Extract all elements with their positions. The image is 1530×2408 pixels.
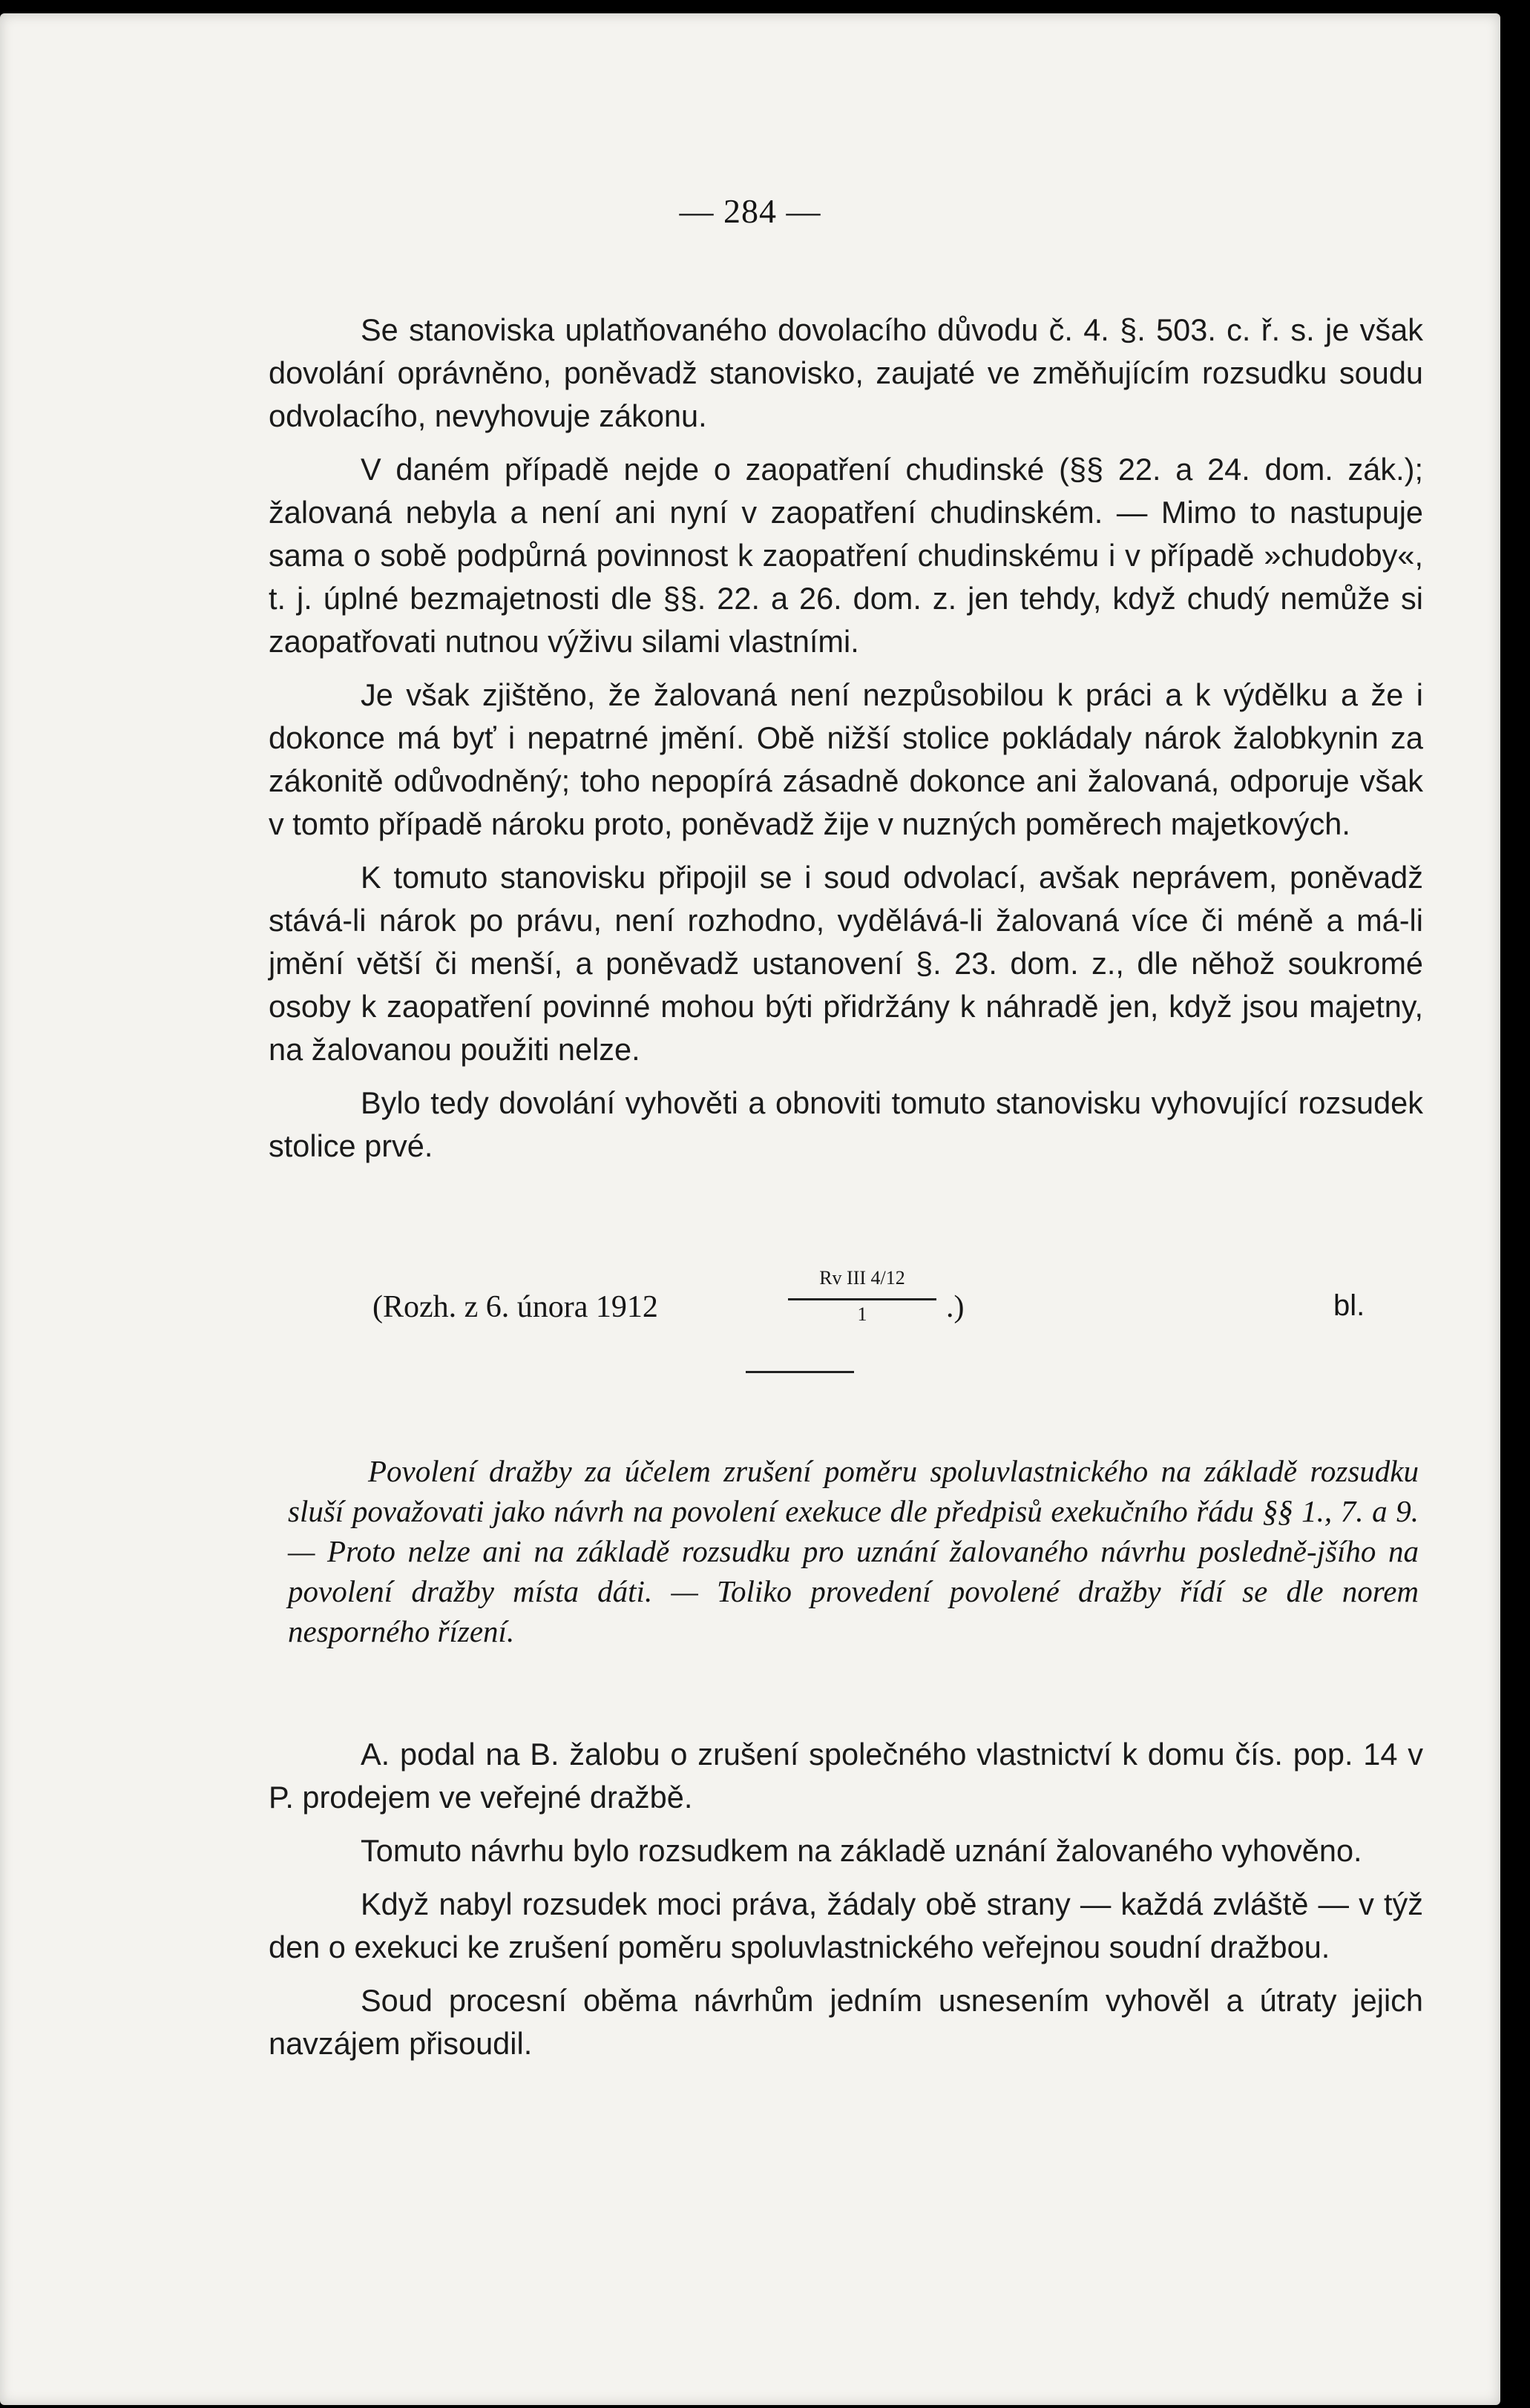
paragraph: A. podal na B. žalobu o zrušení společného vlastnictví k domu čís. pop. 14 v P. prodejem ve veřejné dražbě. xyxy=(269,1737,1423,1815)
paragraph: Se stanoviska uplatňovaného dovolacího důvodu č. 4. §. 503. c. ř. s. je však dovolání oprávněno, poněvadž stanovisko, zaujaté ve změňujícím rozsudku soudu odvolacího, nevyhovuje zákonu. xyxy=(269,312,1423,433)
author-signature: bl. xyxy=(1333,1289,1365,1322)
paragraph: Soud procesní oběma návrhům jedním usnesením vyhověl a útraty jejich navzájem přisoudil. xyxy=(269,1983,1423,2061)
paragraph: Tomuto návrhu bylo rozsudkem na základě uznání žalovaného vyhověno. xyxy=(361,1833,1362,1868)
paragraph: K tomuto stanovisku připojil se i soud odvolací, avšak neprávem, poněvadž stává-li nárok po právu, není rozhodno, vydělává-li žalovaná více či méně a má-li jmění větší či menší, a poněvadž ustanovení §. 23. dom. z., dle něhož soukromé osoby k zaopatření povinné mohou býti přidržány k náhradě jen, když jsou majetny, na žalovanou použiti nelze. xyxy=(269,860,1423,1067)
case-text xyxy=(269,1733,1423,2076)
paragraph: Bylo tedy dovolání vyhověti a obnoviti tomuto stanovisku vyhovující rozsudek stolice prvé. xyxy=(269,1085,1423,1163)
citation-fraction xyxy=(788,1267,936,1326)
fraction-bar xyxy=(788,1298,936,1300)
paragraph: V daném případě nejde o zaopatření chudinské (§§ 22. a 24. dom. zák.); žalovaná nebyla a není ani nyní v zaopatření chudinském. — Mimo to nastupuje sama o sobě podpůrná povinnost k zaopatření chudinskému i v případě »chudoby«, t. j. úplné bezmajetnosti dle §§. 22. a 26. dom. z. jen tehdy, když chudý nemůže si zaopatřovati nutnou výživu silami vlastními. xyxy=(269,452,1423,659)
citation-numerator: Rv III 4/12 xyxy=(819,1267,905,1289)
section-divider xyxy=(746,1371,854,1373)
book-page xyxy=(0,13,1500,2405)
citation-close: .) xyxy=(946,1290,965,1324)
headnote: Povolení dražby za účelem zrušení poměru spoluvlastnického na základě rozsudku sluší považovati jako návrh na povolení exekuce dle předpisů exekučního řádu §§ 1., 7. a 9. — Proto nelze ani na základě rozsudku pro uznání žalovaného návrhu posledně-jšího na povolení dražby místa dáti. — Toliko provedení povolené dražby řídí se dle norem nesporného řízení. xyxy=(288,1454,1419,1648)
citation-lead: (Rozh. z 6. února 1912 xyxy=(372,1290,658,1324)
body-text xyxy=(269,309,1423,1178)
paragraph: Když nabyl rozsudek moci práva, žádaly obě strany — každá zvláště — v týž den o exekuci ke zrušení poměru spoluvlastnického veřejnou soudní dražbou. xyxy=(269,1886,1423,1964)
citation-denominator: 1 xyxy=(857,1303,867,1325)
paragraph: Je však zjištěno, že žalovaná není nezpůsobilou k práci a k výdělku a že i dokonce má byť i nepatrné jmění. Obě nižší stolice pokládaly nárok žalobkynin za zákonitě odůvodněný; toho nepopírá zásadně dokonce ani žalovaná, odporuje však v tomto případě nároku proto, poněvadž žije v nuzných poměrech majetkových. xyxy=(269,677,1423,841)
page-number: — 284 — xyxy=(679,192,821,230)
